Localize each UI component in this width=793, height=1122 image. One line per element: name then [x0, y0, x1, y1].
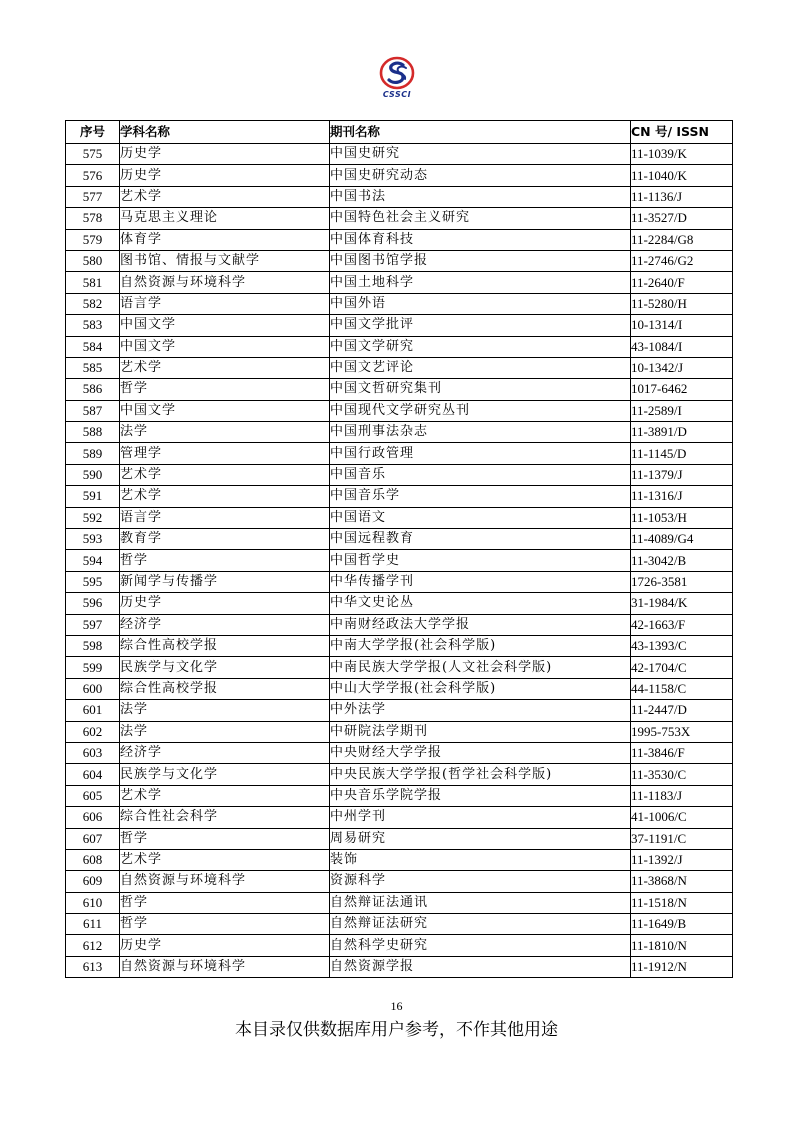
- cell-cn-issn: 11-3042/B: [631, 550, 733, 571]
- cell-journal-name: 中国文学批评: [330, 315, 631, 336]
- cell-serial-no: 609: [66, 871, 120, 892]
- table-row: [66, 914, 733, 935]
- table-row: [66, 507, 733, 528]
- cell-serial-no: 606: [66, 807, 120, 828]
- cell-subject: 图书馆、情报与文献学: [120, 250, 330, 271]
- table-row: [66, 892, 733, 913]
- cell-serial-no: 603: [66, 742, 120, 763]
- cell-subject: 民族学与文化学: [120, 764, 330, 785]
- cell-subject: 综合性高校学报: [120, 635, 330, 656]
- cell-subject: 历史学: [120, 165, 330, 186]
- cell-journal-name: 中央财经大学学报: [330, 742, 631, 763]
- table-row: [66, 807, 733, 828]
- cell-serial-no: 597: [66, 614, 120, 635]
- logo-text: CSSCI: [382, 90, 412, 99]
- cell-serial-no: 610: [66, 892, 120, 913]
- cell-serial-no: 586: [66, 379, 120, 400]
- cell-subject: 语言学: [120, 507, 330, 528]
- cell-cn-issn: 1726-3581: [631, 571, 733, 592]
- cell-serial-no: 607: [66, 828, 120, 849]
- cell-cn-issn: 11-1145/D: [631, 443, 733, 464]
- table-row: [66, 571, 733, 592]
- table-row: [66, 828, 733, 849]
- table-row: [66, 678, 733, 699]
- header-subject: 学科名称: [120, 121, 330, 144]
- cell-subject: 哲学: [120, 914, 330, 935]
- cell-serial-no: 602: [66, 721, 120, 742]
- cell-serial-no: 590: [66, 464, 120, 485]
- table-row: [66, 400, 733, 421]
- cell-subject: 艺术学: [120, 785, 330, 806]
- cell-subject: 哲学: [120, 550, 330, 571]
- cell-cn-issn: 11-3891/D: [631, 422, 733, 443]
- cell-subject: 哲学: [120, 828, 330, 849]
- table-row: [66, 871, 733, 892]
- cell-subject: 历史学: [120, 593, 330, 614]
- cell-journal-name: 中国史研究: [330, 144, 631, 165]
- cell-cn-issn: 11-1316/J: [631, 486, 733, 507]
- cell-cn-issn: 11-1040/K: [631, 165, 733, 186]
- cell-subject: 管理学: [120, 443, 330, 464]
- table-row: [66, 144, 733, 165]
- cell-journal-name: 中国外语: [330, 293, 631, 314]
- cell-subject: 艺术学: [120, 357, 330, 378]
- cell-cn-issn: 11-2746/G2: [631, 250, 733, 271]
- table-row: [66, 721, 733, 742]
- cell-subject: 自然资源与环境科学: [120, 272, 330, 293]
- cell-subject: 语言学: [120, 293, 330, 314]
- table-row: [66, 635, 733, 656]
- cell-journal-name: 中山大学学报(社会科学版): [330, 678, 631, 699]
- table-row: [66, 935, 733, 956]
- cell-journal-name: 中华传播学刊: [330, 571, 631, 592]
- table-row: [66, 379, 733, 400]
- cell-journal-name: 中国文哲研究集刊: [330, 379, 631, 400]
- cell-serial-no: 575: [66, 144, 120, 165]
- page-number: 16: [390, 999, 403, 1013]
- cell-cn-issn: 11-2640/F: [631, 272, 733, 293]
- cell-journal-name: 中央音乐学院学报: [330, 785, 631, 806]
- table-row: [66, 293, 733, 314]
- table-header-row: [66, 121, 733, 144]
- cell-cn-issn: 11-4089/G4: [631, 529, 733, 550]
- table-row: [66, 593, 733, 614]
- cell-serial-no: 587: [66, 400, 120, 421]
- cell-serial-no: 577: [66, 186, 120, 207]
- cell-serial-no: 582: [66, 293, 120, 314]
- cell-journal-name: 中国哲学史: [330, 550, 631, 571]
- cell-journal-name: 自然资源学报: [330, 956, 631, 977]
- cssci-emblem-icon: [376, 56, 418, 90]
- cell-journal-name: 中国史研究动态: [330, 165, 631, 186]
- cell-journal-name: 周易研究: [330, 828, 631, 849]
- cell-journal-name: 中国文学研究: [330, 336, 631, 357]
- cell-serial-no: 585: [66, 357, 120, 378]
- cell-subject: 经济学: [120, 742, 330, 763]
- cell-subject: 综合性社会科学: [120, 807, 330, 828]
- cell-serial-no: 581: [66, 272, 120, 293]
- cell-cn-issn: 11-3846/F: [631, 742, 733, 763]
- table-row: [66, 315, 733, 336]
- cell-cn-issn: 11-1392/J: [631, 849, 733, 870]
- cell-journal-name: 中国音乐学: [330, 486, 631, 507]
- cell-serial-no: 583: [66, 315, 120, 336]
- cell-serial-no: 599: [66, 657, 120, 678]
- cell-subject: 教育学: [120, 529, 330, 550]
- cell-cn-issn: 11-1810/N: [631, 935, 733, 956]
- cell-journal-name: 中国特色社会主义研究: [330, 208, 631, 229]
- cell-journal-name: 中国行政管理: [330, 443, 631, 464]
- cell-cn-issn: 11-1053/H: [631, 507, 733, 528]
- cell-cn-issn: 11-1379/J: [631, 464, 733, 485]
- cell-journal-name: 中国远程教育: [330, 529, 631, 550]
- table-row: [66, 165, 733, 186]
- cell-subject: 自然资源与环境科学: [120, 871, 330, 892]
- journal-catalog-table: [65, 120, 733, 978]
- cell-journal-name: 中南民族大学学报(人文社会科学版): [330, 657, 631, 678]
- cell-serial-no: 600: [66, 678, 120, 699]
- cell-cn-issn: 11-3868/N: [631, 871, 733, 892]
- cell-cn-issn: 11-5280/H: [631, 293, 733, 314]
- table-row: [66, 849, 733, 870]
- cell-serial-no: 576: [66, 165, 120, 186]
- header-cn-issn: CN 号/ ISSN: [631, 121, 733, 144]
- cell-cn-issn: 11-3527/D: [631, 208, 733, 229]
- cell-subject: 体育学: [120, 229, 330, 250]
- cell-journal-name: 中南财经政法大学学报: [330, 614, 631, 635]
- table-row: [66, 785, 733, 806]
- cell-cn-issn: 11-2589/I: [631, 400, 733, 421]
- table-row: [66, 764, 733, 785]
- cell-subject: 中国文学: [120, 315, 330, 336]
- cell-cn-issn: 11-1649/B: [631, 914, 733, 935]
- table-row: [66, 464, 733, 485]
- cell-subject: 历史学: [120, 144, 330, 165]
- cell-cn-issn: 11-1912/N: [631, 956, 733, 977]
- cell-journal-name: 自然辩证法通讯: [330, 892, 631, 913]
- table-row: [66, 550, 733, 571]
- cell-journal-name: 自然科学史研究: [330, 935, 631, 956]
- cell-journal-name: 中州学刊: [330, 807, 631, 828]
- cell-serial-no: 611: [66, 914, 120, 935]
- cell-subject: 民族学与文化学: [120, 657, 330, 678]
- cell-journal-name: 资源科学: [330, 871, 631, 892]
- cell-cn-issn: 11-1183/J: [631, 785, 733, 806]
- cell-journal-name: 中国文艺评论: [330, 357, 631, 378]
- cell-cn-issn: 43-1084/I: [631, 336, 733, 357]
- cell-cn-issn: 43-1393/C: [631, 635, 733, 656]
- cell-serial-no: 608: [66, 849, 120, 870]
- cell-journal-name: 装饰: [330, 849, 631, 870]
- cell-cn-issn: 11-1039/K: [631, 144, 733, 165]
- table-row: [66, 422, 733, 443]
- cell-cn-issn: 11-1518/N: [631, 892, 733, 913]
- cell-subject: 艺术学: [120, 849, 330, 870]
- cell-cn-issn: 42-1704/C: [631, 657, 733, 678]
- cell-subject: 新闻学与传播学: [120, 571, 330, 592]
- cell-cn-issn: 41-1006/C: [631, 807, 733, 828]
- cell-subject: 艺术学: [120, 186, 330, 207]
- table-row: [66, 657, 733, 678]
- cell-cn-issn: 37-1191/C: [631, 828, 733, 849]
- table-row: [66, 700, 733, 721]
- cell-journal-name: 中国音乐: [330, 464, 631, 485]
- table-row: [66, 250, 733, 271]
- cell-subject: 哲学: [120, 892, 330, 913]
- table-row: [66, 956, 733, 977]
- cell-serial-no: 589: [66, 443, 120, 464]
- cell-subject: 综合性高校学报: [120, 678, 330, 699]
- cell-cn-issn: 31-1984/K: [631, 593, 733, 614]
- cell-journal-name: 中国土地科学: [330, 272, 631, 293]
- cell-serial-no: 605: [66, 785, 120, 806]
- cell-journal-name: 中南大学学报(社会科学版): [330, 635, 631, 656]
- cell-cn-issn: 42-1663/F: [631, 614, 733, 635]
- cell-journal-name: 中央民族大学学报(哲学社会科学版): [330, 764, 631, 785]
- table-row: [66, 357, 733, 378]
- cell-serial-no: 588: [66, 422, 120, 443]
- cell-journal-name: 中国图书馆学报: [330, 250, 631, 271]
- cell-cn-issn: 11-2284/G8: [631, 229, 733, 250]
- table-body: [66, 144, 733, 978]
- header-journal-name: 期刊名称: [330, 121, 631, 144]
- table-row: [66, 742, 733, 763]
- cell-subject: 艺术学: [120, 486, 330, 507]
- cell-subject: 法学: [120, 700, 330, 721]
- cell-serial-no: 613: [66, 956, 120, 977]
- cell-subject: 经济学: [120, 614, 330, 635]
- cell-serial-no: 612: [66, 935, 120, 956]
- cell-cn-issn: 11-1136/J: [631, 186, 733, 207]
- cell-journal-name: 中国现代文学研究丛刊: [330, 400, 631, 421]
- cell-cn-issn: 10-1314/I: [631, 315, 733, 336]
- cell-cn-issn: 44-1158/C: [631, 678, 733, 699]
- cell-cn-issn: 1017-6462: [631, 379, 733, 400]
- header-serial-no: 序号: [66, 121, 120, 144]
- cell-subject: 自然资源与环境科学: [120, 956, 330, 977]
- cell-serial-no: 594: [66, 550, 120, 571]
- cell-serial-no: 592: [66, 507, 120, 528]
- cell-serial-no: 580: [66, 250, 120, 271]
- cell-cn-issn: 10-1342/J: [631, 357, 733, 378]
- footer-note: 本目录仅供数据库用户参考，不作其他用途: [235, 1020, 558, 1040]
- cell-journal-name: 中外法学: [330, 700, 631, 721]
- cell-cn-issn: 11-2447/D: [631, 700, 733, 721]
- cell-serial-no: 584: [66, 336, 120, 357]
- cell-subject: 马克思主义理论: [120, 208, 330, 229]
- cell-journal-name: 中研院法学期刊: [330, 721, 631, 742]
- table-row: [66, 186, 733, 207]
- cell-subject: 法学: [120, 721, 330, 742]
- table-row: [66, 336, 733, 357]
- cell-serial-no: 598: [66, 635, 120, 656]
- cell-subject: 中国文学: [120, 336, 330, 357]
- cell-journal-name: 中国语文: [330, 507, 631, 528]
- cell-journal-name: 中华文史论丛: [330, 593, 631, 614]
- cell-cn-issn: 1995-753X: [631, 721, 733, 742]
- table-row: [66, 229, 733, 250]
- cssci-logo: [376, 56, 418, 106]
- cell-subject: 艺术学: [120, 464, 330, 485]
- cell-subject: 历史学: [120, 935, 330, 956]
- cell-serial-no: 579: [66, 229, 120, 250]
- cell-journal-name: 中国书法: [330, 186, 631, 207]
- table-row: [66, 486, 733, 507]
- cell-subject: 哲学: [120, 379, 330, 400]
- cell-serial-no: 604: [66, 764, 120, 785]
- table-row: [66, 443, 733, 464]
- cell-serial-no: 601: [66, 700, 120, 721]
- cell-serial-no: 595: [66, 571, 120, 592]
- cell-serial-no: 593: [66, 529, 120, 550]
- table-row: [66, 614, 733, 635]
- cell-serial-no: 578: [66, 208, 120, 229]
- cell-journal-name: 自然辩证法研究: [330, 914, 631, 935]
- table-row: [66, 272, 733, 293]
- table-row: [66, 529, 733, 550]
- cell-serial-no: 596: [66, 593, 120, 614]
- table-row: [66, 208, 733, 229]
- cell-subject: 中国文学: [120, 400, 330, 421]
- cell-journal-name: 中国体育科技: [330, 229, 631, 250]
- cell-journal-name: 中国刑事法杂志: [330, 422, 631, 443]
- cell-cn-issn: 11-3530/C: [631, 764, 733, 785]
- cell-subject: 法学: [120, 422, 330, 443]
- cell-serial-no: 591: [66, 486, 120, 507]
